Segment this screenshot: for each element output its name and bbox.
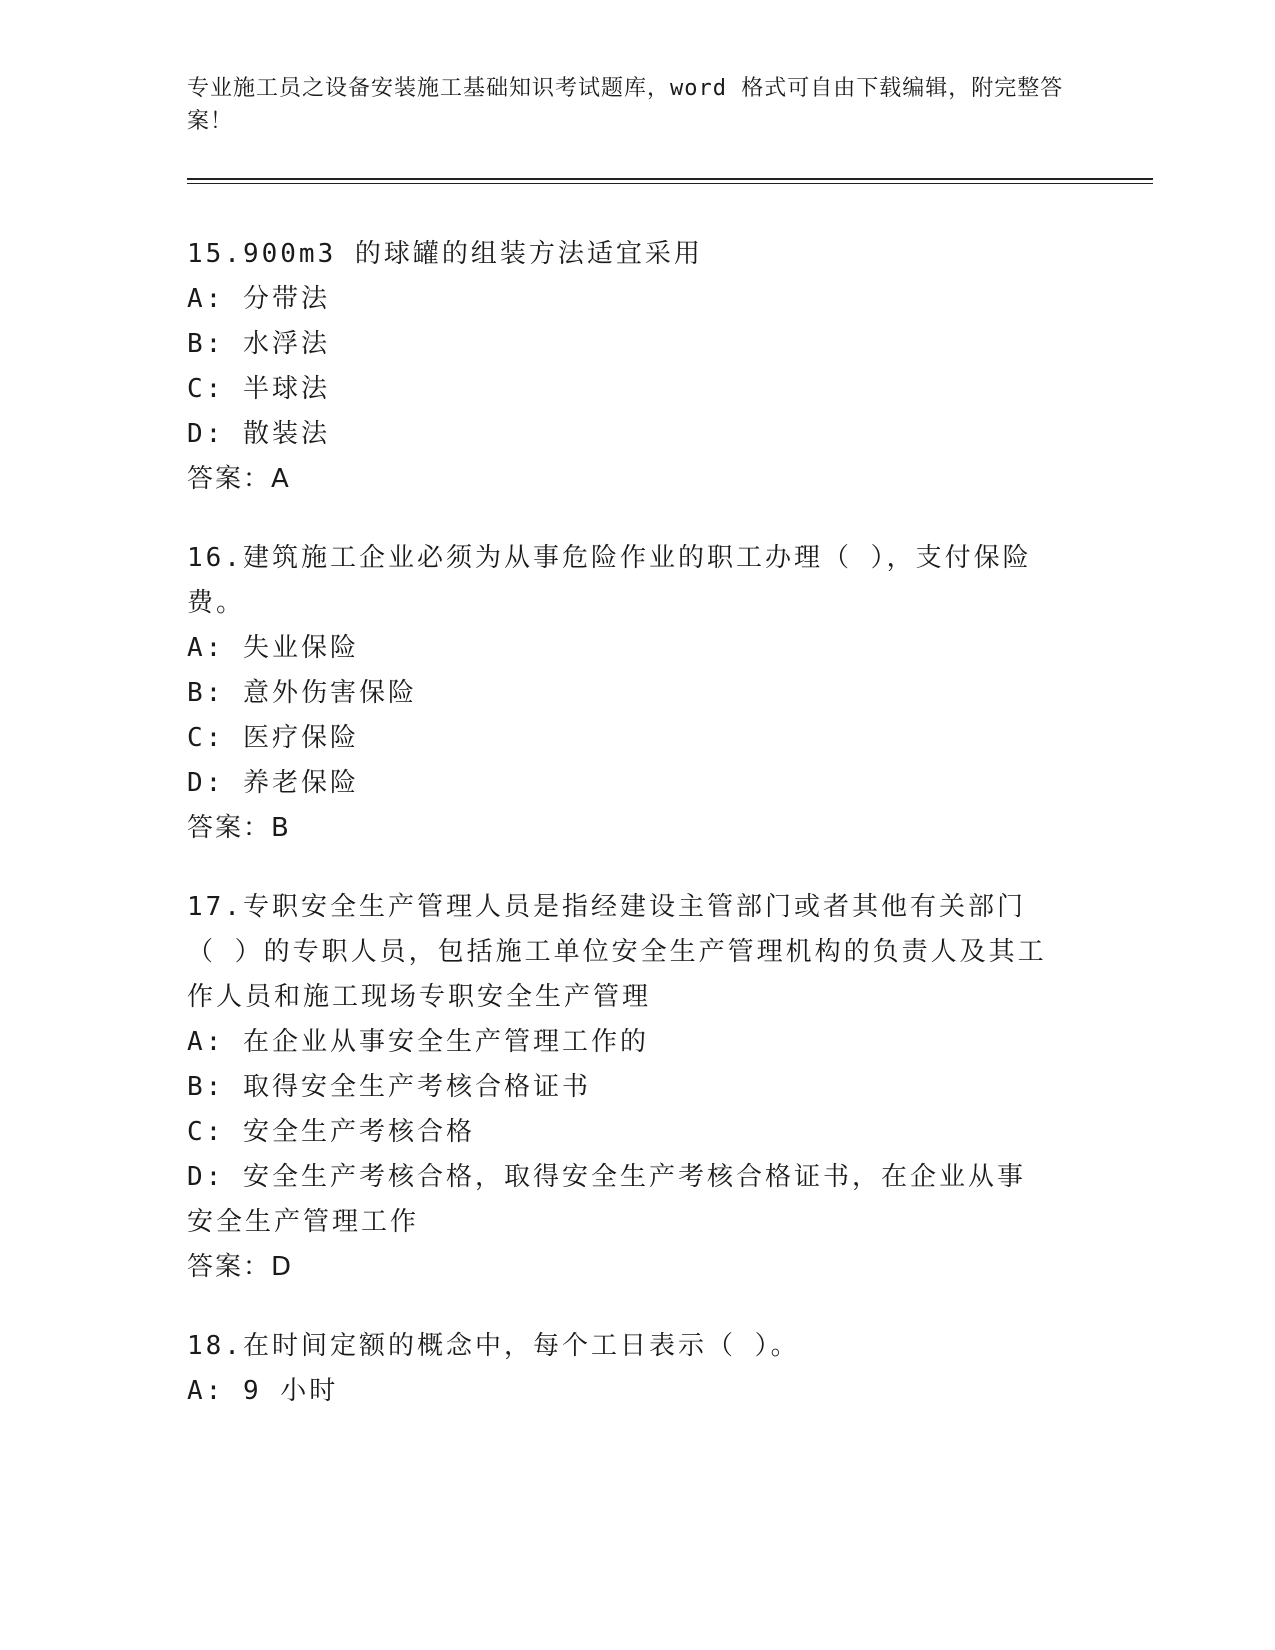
question-list: [187, 232, 1087, 1448]
option-b: B: 意外伤害保险: [187, 678, 417, 708]
header-divider-thin: [187, 183, 1153, 184]
answer-line: 答案：B: [187, 813, 291, 843]
option-c: C: 安全生产考核合格: [187, 1117, 475, 1147]
question-text: 16.建筑施工企业必须为从事危险作业的职工办理（ ），支付保险费。: [187, 543, 1032, 618]
option-a: A: 分带法: [187, 284, 330, 314]
question-18: [187, 1324, 1087, 1414]
option-a: A: 失业保险: [187, 633, 359, 663]
option-c: C: 医疗保险: [187, 723, 359, 753]
answer-line: 答案：D: [187, 1252, 294, 1282]
header-divider-thick: [187, 178, 1153, 180]
option-a: A: 在企业从事安全生产管理工作的: [187, 1027, 649, 1057]
question-text: 17.专职安全生产管理人员是指经建设主管部门或者其他有关部门（ ）的专职人员，包括施工单位安全生产管理机构的负责人及其工作人员和施工现场专职安全生产管理: [187, 892, 1047, 1012]
document-header: 专业施工员之设备安装施工基础知识考试题库，word 格式可自由下载编辑，附完整答案！: [187, 76, 1064, 134]
option-d: D: 养老保险: [187, 768, 359, 798]
question-16: [187, 536, 1087, 851]
option-b: B: 水浮法: [187, 329, 330, 359]
question-15: [187, 232, 1087, 502]
question-text: 15.900m3 的球罐的组装方法适宜采用: [187, 239, 703, 269]
answer-line: 答案：A: [187, 464, 291, 494]
option-b: B: 取得安全生产考核合格证书: [187, 1072, 591, 1102]
option-d: D: 散装法: [187, 419, 330, 449]
option-a: A: 9 小时: [187, 1376, 339, 1406]
option-d: D: 安全生产考核合格，取得安全生产考核合格证书，在企业从事安全生产管理工作: [187, 1162, 1026, 1237]
question-17: [187, 885, 1087, 1290]
option-c: C: 半球法: [187, 374, 330, 404]
question-text: 18.在时间定额的概念中，每个工日表示（ ）。: [187, 1331, 800, 1361]
